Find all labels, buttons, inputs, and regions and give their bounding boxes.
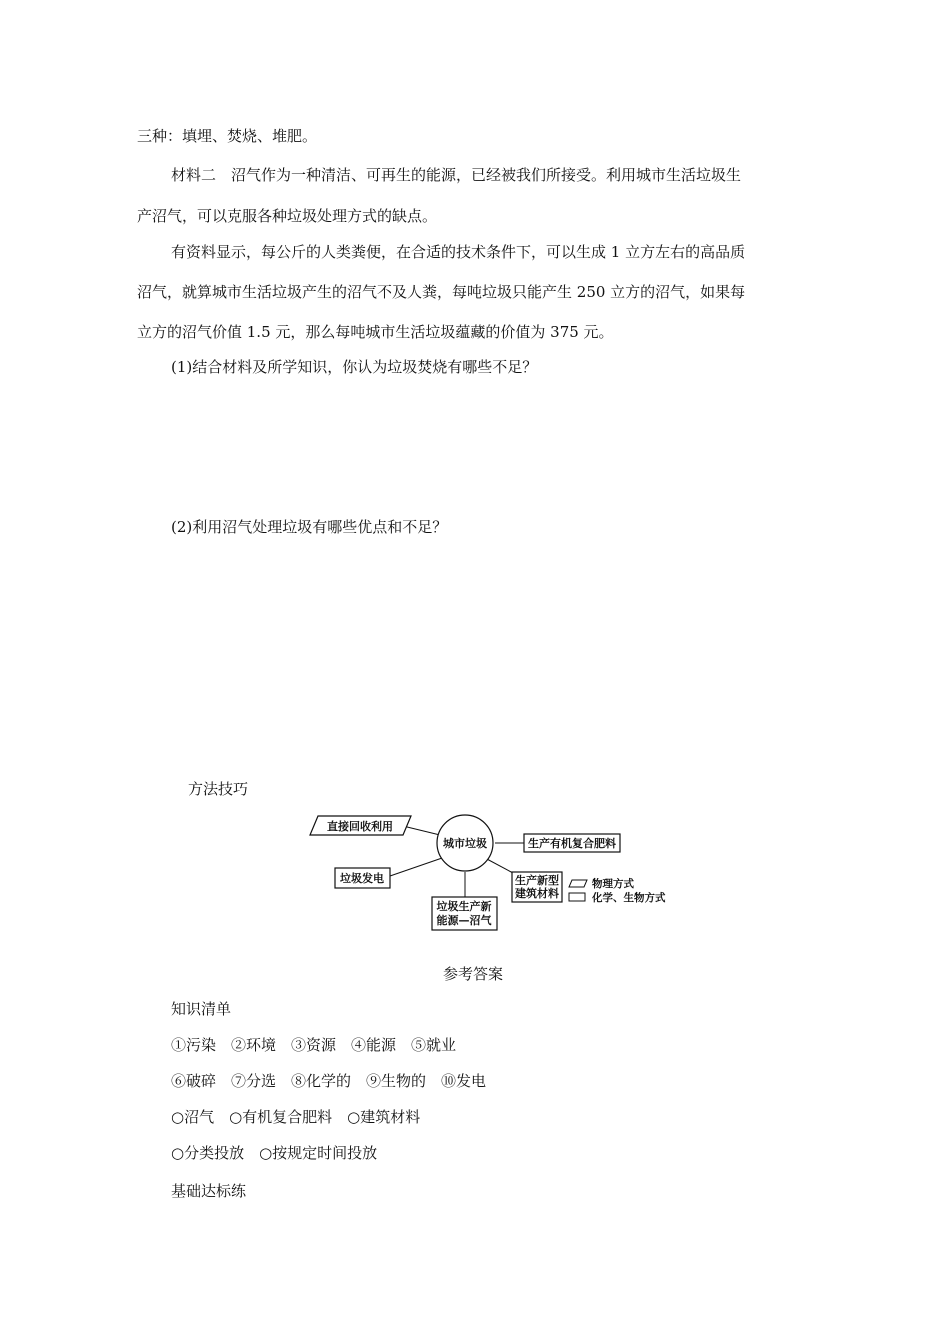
center-label: 城市垃圾 (443, 837, 487, 850)
energy-label-2: 能源—沼气 (436, 914, 492, 927)
energy-label-1: 垃圾生产新 (436, 900, 492, 913)
material-line-1: 三种：填埋、焚烧、堆肥。 (137, 127, 318, 145)
building-label-2: 建筑材料 (515, 887, 559, 900)
recycle-label: 直接回收利用 (327, 820, 393, 833)
connector-recycle (403, 826, 440, 835)
legend-chemical: 化学、生物方式 (592, 892, 666, 904)
answers-row-1: ①污染 ②环境 ③资源 ④能源 ⑤就业 (171, 1036, 457, 1054)
fertilizer-label: 生产有机复合肥料 (528, 837, 616, 850)
material-line-3: 产沼气，可以克服各种垃圾处理方式的缺点。 (137, 207, 438, 225)
material-line-4: 有资料显示，每公斤的人类粪便，在合适的技术条件下，可以生成 1 立方左右的高品质 (171, 243, 746, 261)
question-1: (1)结合材料及所学知识，你认为垃圾焚烧有哪些不足？ (171, 358, 538, 376)
connector-building (485, 858, 513, 873)
answers-section-basic: 基础达标练 (171, 1182, 247, 1200)
answers-row-4: ○分类投放 ○按规定时间投放 (171, 1144, 378, 1162)
material-line-6: 立方的沼气价值 1.5 元，那么每吨城市生活垃圾蕴藏的价值为 375 元。 (137, 323, 614, 341)
answers-row-3: ○沼气 ○有机复合肥料 ○建筑材料 (171, 1108, 421, 1126)
connector-power (390, 857, 445, 876)
building-label-1: 生产新型 (515, 874, 559, 887)
power-label: 垃圾发电 (340, 872, 384, 885)
waste-processing-diagram (300, 805, 690, 935)
answers-title: 参考答案 (443, 965, 504, 983)
material-line-2: 材料二 沼气作为一种清洁、可再生的能源，已经被我们所接受。利用城市生活垃圾生 (171, 166, 742, 184)
answers-row-2: ⑥破碎 ⑦分选 ⑧化学的 ⑨生物的 ⑩发电 (171, 1072, 487, 1090)
legend-parallelogram-icon (569, 880, 587, 887)
answers-section-knowledge: 知识清单 (171, 1000, 232, 1018)
material-line-5: 沼气，就算城市生活垃圾产生的沼气不及人粪，每吨垃圾只能产生 250 立方的沼气，如果每 (137, 283, 746, 301)
legend-rectangle-icon (569, 893, 585, 901)
method-heading: 方法技巧 (188, 780, 249, 798)
legend-physical: 物理方式 (592, 878, 634, 890)
question-2: (2)利用沼气处理垃圾有哪些优点和不足？ (171, 518, 448, 536)
